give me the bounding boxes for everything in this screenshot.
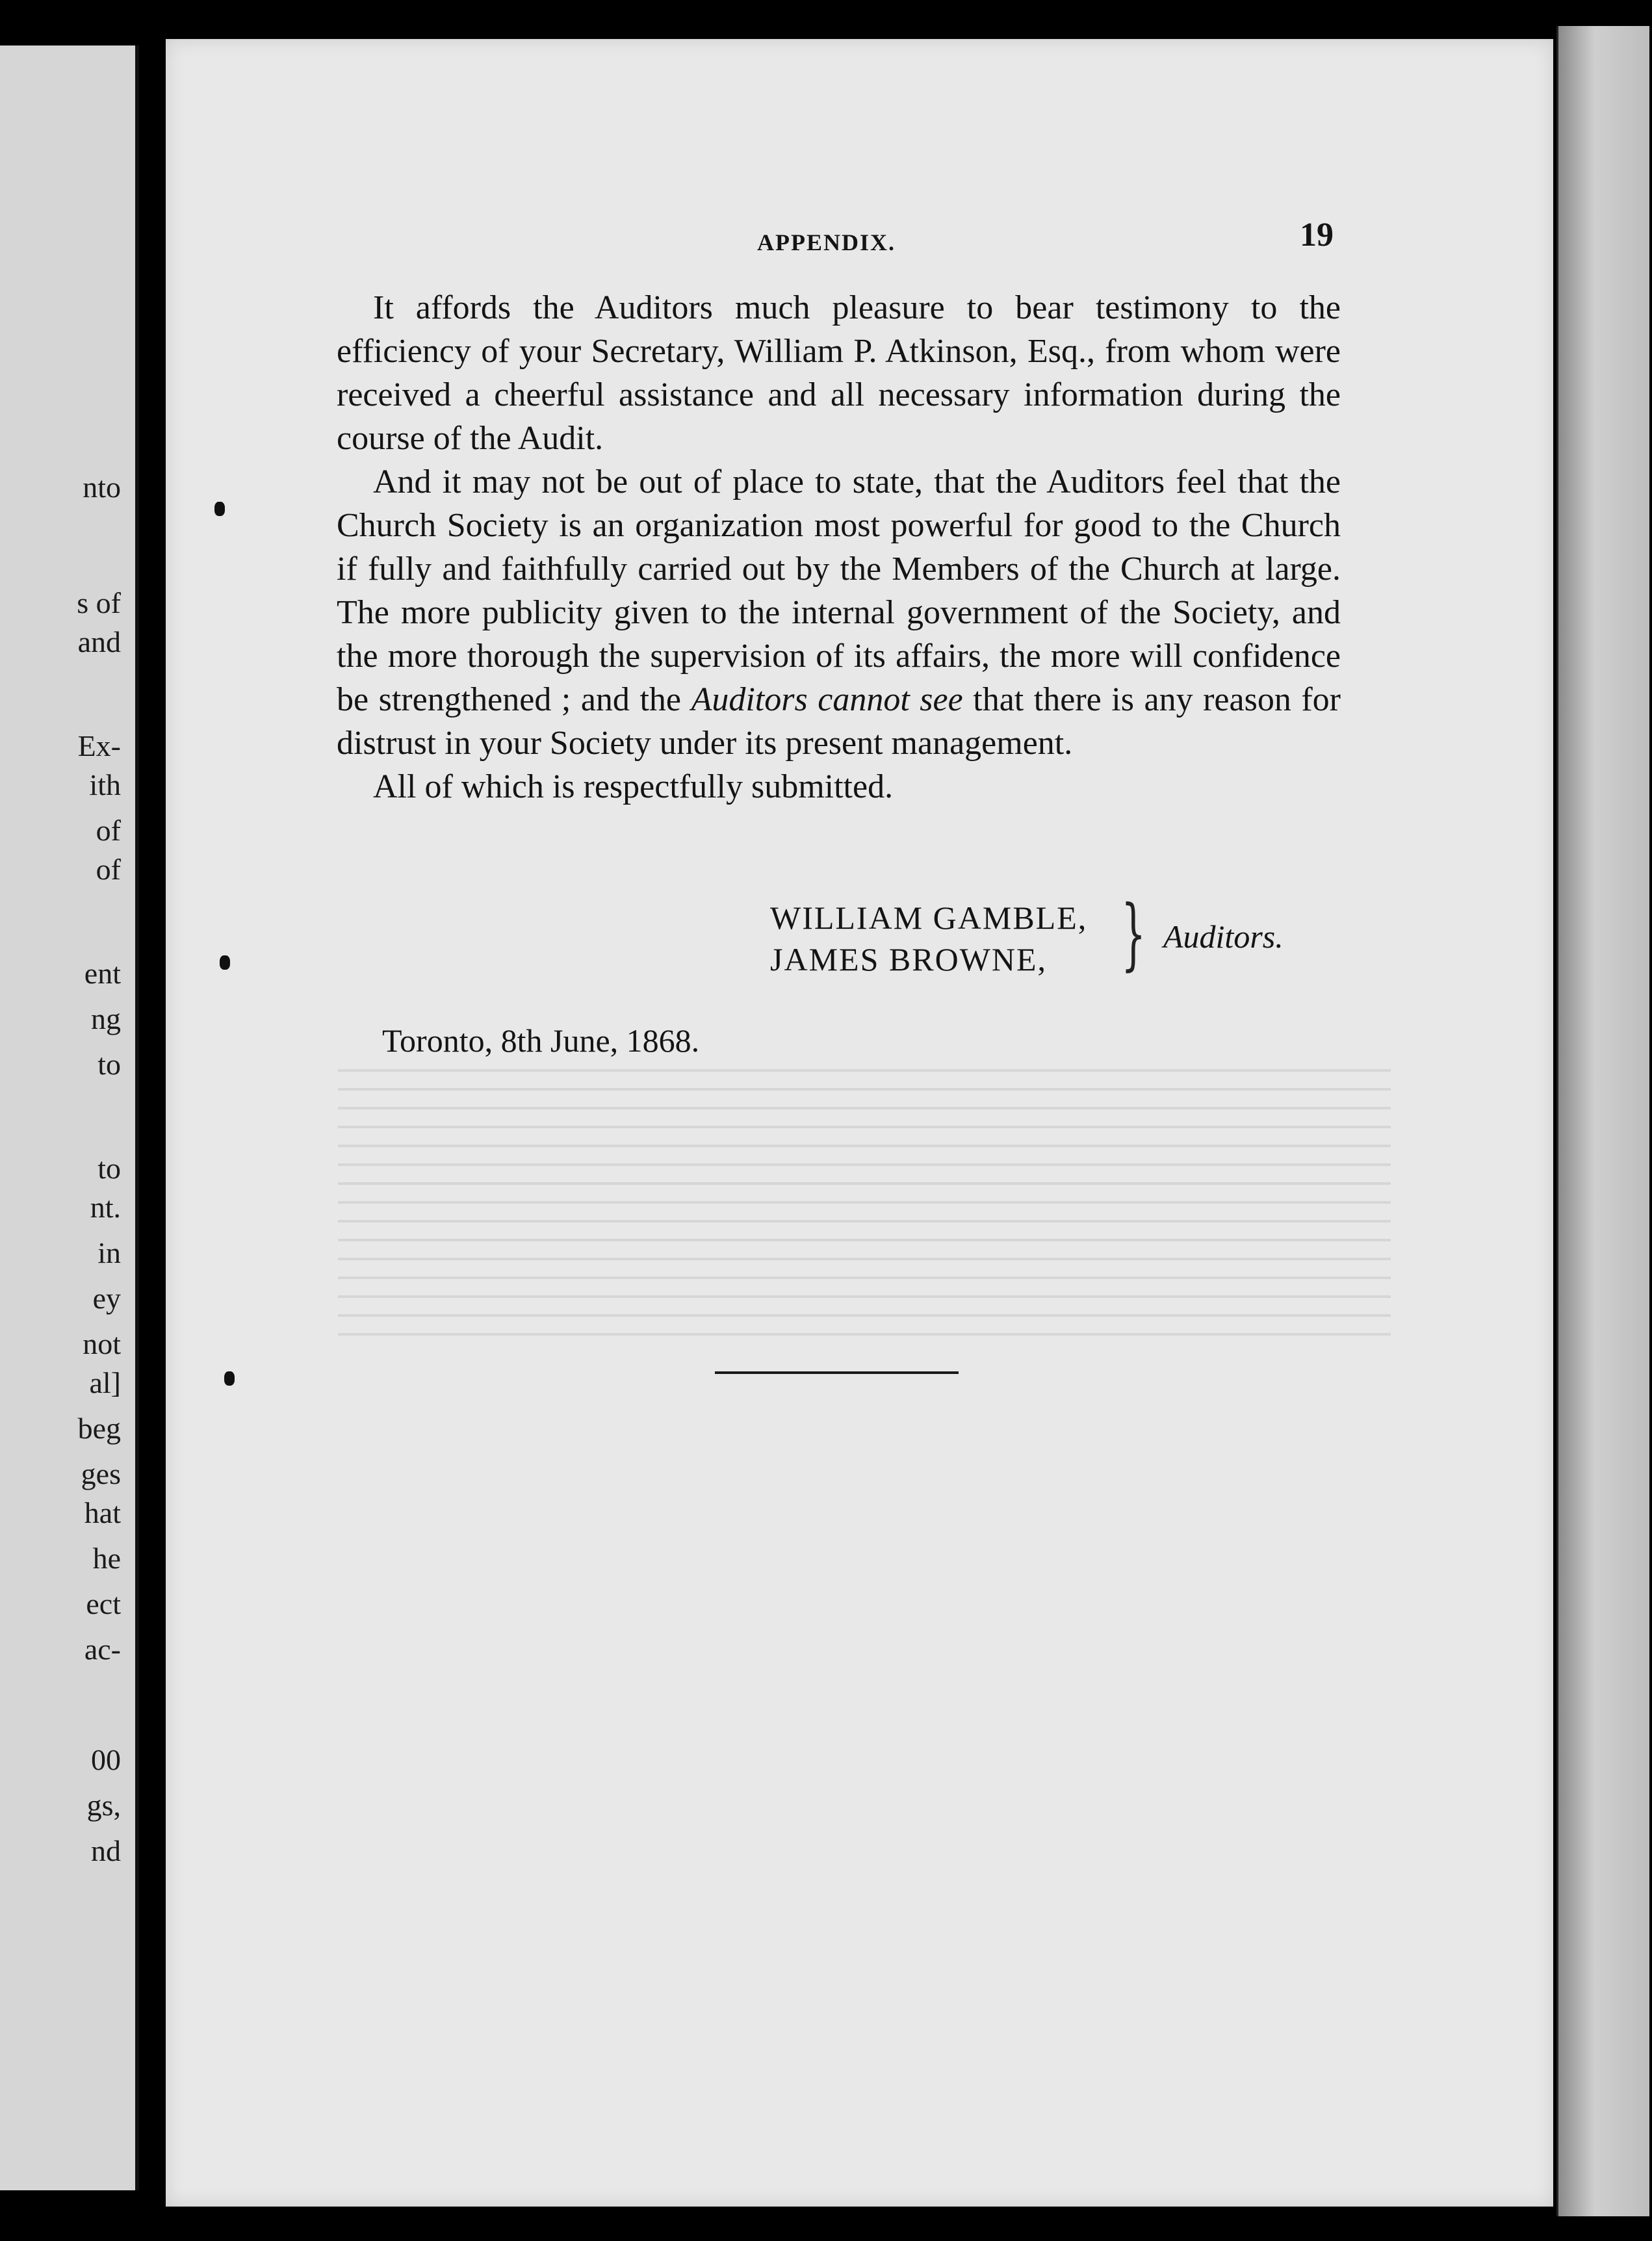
facing-page-fragment: gs,: [86, 1789, 121, 1822]
body-text: [337, 286, 1341, 809]
facing-page-fragment: 00: [91, 1743, 121, 1776]
facing-page-fragment: and: [77, 625, 121, 658]
page-edge-strip: [1556, 26, 1649, 2216]
horizontal-rule: [715, 1371, 959, 1374]
facing-page-fragment: al]: [89, 1366, 121, 1399]
place-and-date: Toronto, 8th June, 1868.: [382, 1022, 700, 1059]
ink-speck: [214, 502, 225, 516]
facing-page-fragment: nd: [91, 1834, 121, 1867]
facing-page-fragment: hat: [84, 1496, 121, 1529]
facing-page-fragment: ect: [86, 1587, 121, 1620]
facing-page-fragment: ith: [89, 768, 121, 801]
facing-page-fragment: of: [96, 853, 121, 886]
signatory-name: JAMES BROWNE,: [770, 941, 1048, 978]
brace-icon: }: [1121, 889, 1146, 979]
facing-page-fragment: nt.: [90, 1191, 121, 1224]
facing-page-fragment: in: [97, 1236, 121, 1269]
italic-phrase: Auditors cannot see: [691, 681, 963, 718]
facing-page-fragment: beg: [77, 1412, 121, 1445]
closing-line: All of which is respectfully submitted.: [373, 768, 894, 805]
facing-page-fragment: ac-: [84, 1633, 121, 1666]
signatory-role: Auditors.: [1163, 918, 1284, 955]
paragraph-text: that there is any reason for distrust in your Society under its present management.: [337, 681, 1341, 762]
facing-page-fragment: nto: [83, 471, 121, 504]
facing-page-fragment: of: [96, 814, 121, 847]
facing-page-fragment: ng: [91, 1002, 121, 1035]
paragraph-church-society: [337, 460, 1341, 765]
facing-page-fragment: ent: [84, 957, 121, 990]
facing-page-fragment: ges: [81, 1457, 121, 1490]
page-number: 19: [1300, 216, 1334, 253]
facing-page-edge: [0, 45, 139, 2190]
facing-page-fragment: not: [83, 1327, 121, 1360]
facing-page-fragment: he: [92, 1542, 121, 1575]
facing-page-fragment: s of: [77, 586, 121, 619]
facing-page-fragment: Ex-: [77, 729, 121, 762]
ink-speck: [224, 1371, 235, 1386]
facing-page-fragment: to: [97, 1152, 121, 1185]
signatory-name: WILLIAM GAMBLE,: [770, 900, 1088, 936]
paragraph-auditors-testimony: It affords the Auditors much pleasure to bear testimony to the efficiency of your Secretary, William P. Atkinson, Esq., from whom were received a cheerful assistance and all necessary information during the course of the Audit.: [337, 289, 1341, 457]
facing-page-fragment: to: [97, 1048, 121, 1081]
facing-page-fragment: ey: [92, 1282, 121, 1315]
ink-speck: [220, 955, 230, 970]
signature-block: [770, 897, 1087, 980]
running-header: APPENDIX.: [757, 229, 896, 255]
paragraph-text: And it may not be out of place to state, that the Auditors feel that the Church Society is an organization most powerful for good to the Church if fully and faithfully carried out by the Members of the Church at large. The more publicity given to the internal government of the Society, and the more thorough the supervision of its affairs, the more will confidence be strengthened ; and the: [337, 463, 1341, 718]
